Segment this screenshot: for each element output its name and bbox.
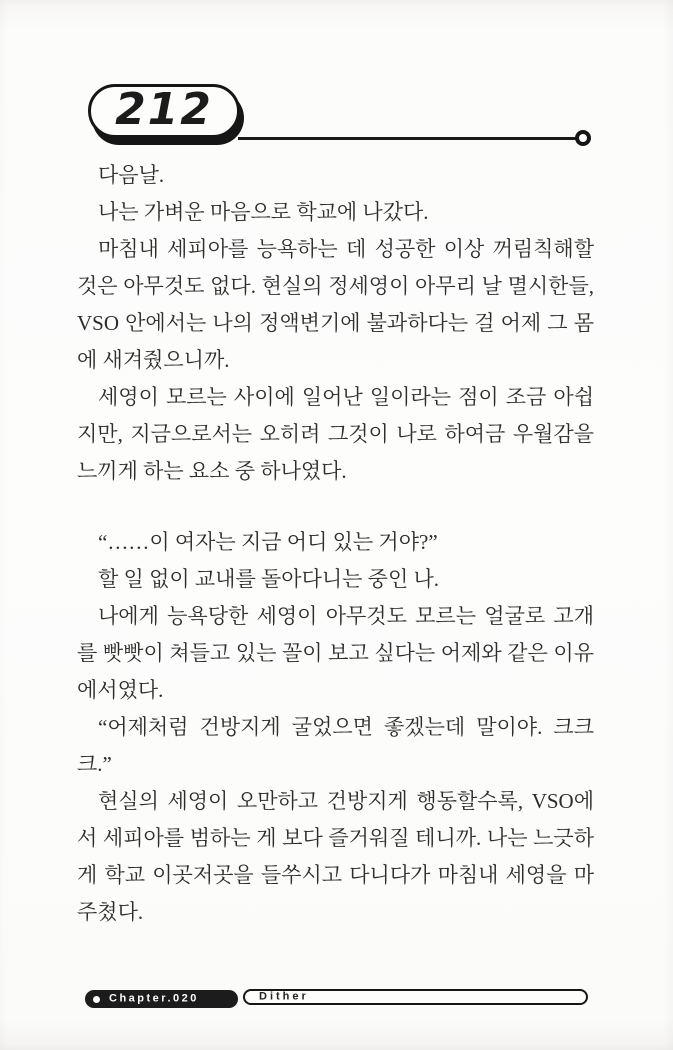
bullet-dot-icon — [93, 996, 100, 1003]
chapter-label: Chapter.020 — [109, 992, 199, 1005]
paragraph: 세영이 모르는 사이에 일어난 일이라는 점이 조금 아쉽지만, 지금으로서는 오히려 그것이 나로 하여금 우월감을 느끼게 하는 요소 중 하나였다. — [77, 385, 594, 483]
paragraph: 나는 가벼운 마음으로 학교에 나갔다. — [98, 200, 429, 224]
series-pill — [243, 989, 588, 1005]
paragraph: 다음날. — [98, 163, 165, 187]
paragraph: 할 일 없이 교내를 돌아다니는 중인 나. — [98, 567, 440, 591]
paragraph: 마침내 세피아를 능욕하는 데 성공한 이상 꺼림칙해할 것은 아무것도 없다. 현실의 정세영이 아무리 날 멸시한들, VSO 안에서는 나의 정액변기에 불과하다는 걸 어제 그 몸에 새겨줬으니까. — [77, 237, 594, 372]
series-title-label: Dither — [259, 990, 309, 1003]
chapter-pill — [85, 990, 238, 1008]
header-rule-end-ring-icon — [575, 130, 591, 146]
paragraph: 나에게 능욕당한 세영이 아무것도 모르는 얼굴로 고개를 빳빳이 쳐들고 있는 꼴이 보고 싶다는 어제와 같은 이유에서였다. — [77, 604, 594, 702]
header-rule-line — [238, 137, 578, 140]
paragraph-dialogue: “어제처럼 건방지게 굴었으면 좋겠는데 말이야. 크크크.” — [77, 715, 594, 776]
page-number-badge — [88, 84, 240, 138]
paragraph: 현실의 세영이 오만하고 건방지게 행동할수록, VSO에서 세피아를 범하는 게 보다 즐거워질 테니까. 나는 느긋하게 학교 이곳저곳을 들쑤시고 다니다가 마침내 세영을 마주쳤다. — [77, 789, 594, 924]
page-number: 212 — [115, 83, 213, 135]
paragraph-dialogue: “……이 여자는 지금 어디 있는 거야?” — [98, 530, 438, 554]
body-text — [77, 157, 594, 931]
